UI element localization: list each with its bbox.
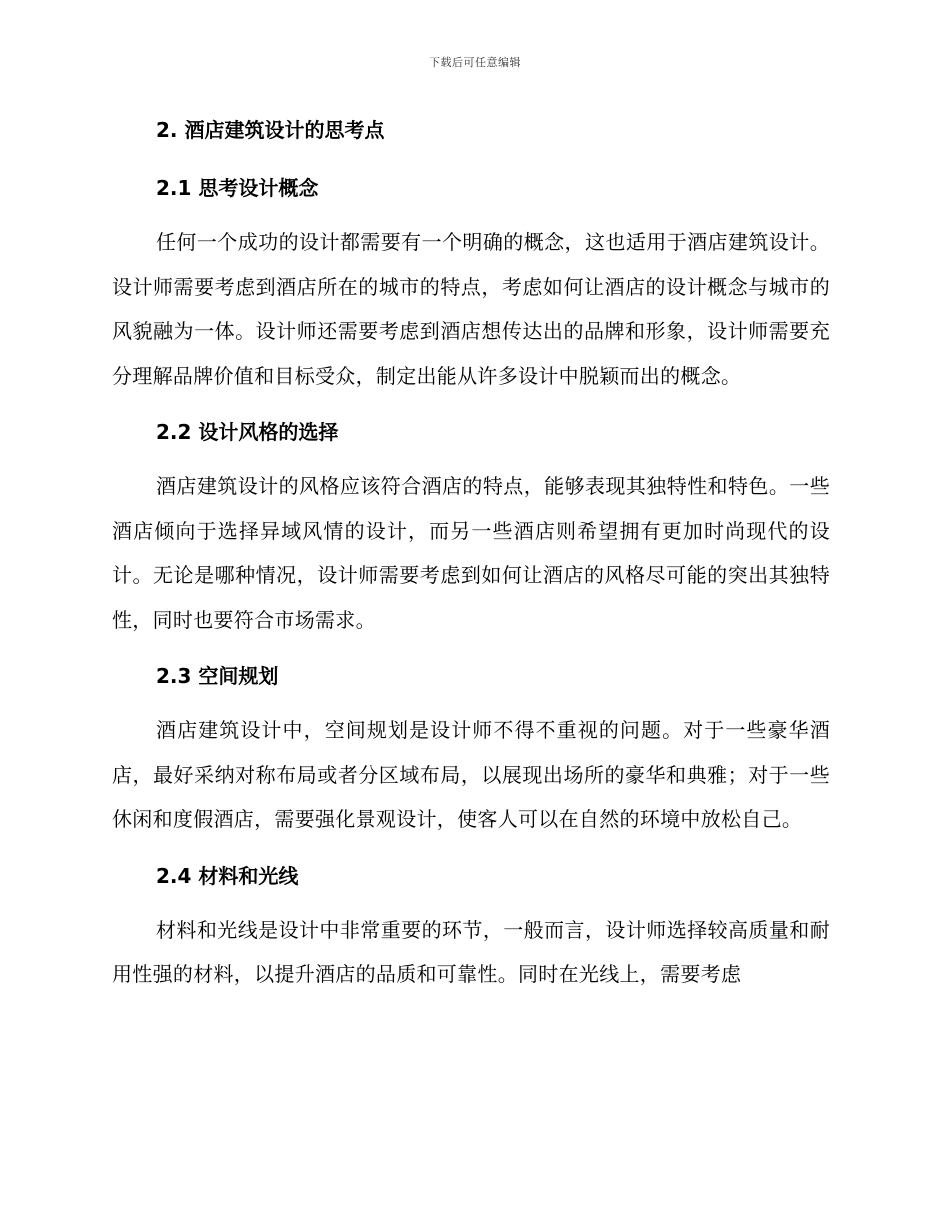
- subsection-title-2-4: 2.4 材料和光线: [156, 863, 299, 888]
- section-title: 2. 酒店建筑设计的思考点: [156, 118, 385, 142]
- subsection-title-2-3: 2.3 空间规划: [156, 664, 279, 688]
- paragraph-2-1: 任何一个成功的设计都需要有一个明确的概念，这也适用于酒店建筑设计。设计师需要考虑到酒店所在的城市的特点，考虑如何让酒店的设计概念与城市的风貌融为一体。设计师还需要考虑到酒店想传达出的品牌和形象，设计师需要充分理解品牌价值和目标受众，制定出能从许多设计中脱颖而出的概念。: [112, 230, 830, 388]
- paragraph-2-3: 酒店建筑设计中，空间规划是设计师不得不重视的问题。对于一些豪华酒店，最好采纳对称布局或者分区域布局，以展现出场所的豪华和典雅；对于一些休闲和度假酒店，需要强化景观设计，使客人可以在自然的环境中放松自己。: [112, 718, 830, 831]
- page-header-note: 下载后可任意编辑: [429, 56, 521, 69]
- paragraph-2-2: 酒店建筑设计的风格应该符合酒店的特点，能够表现其独特性和特色。一些酒店倾向于选择异域风情的设计，而另一些酒店则希望拥有更加时尚现代的设计。无论是哪种情况，设计师需要考虑到如何让酒店的风格尽可能的突出其独特性，同时也要符合市场需求。: [112, 474, 830, 632]
- paragraph-2-4: 材料和光线是设计中非常重要的环节，一般而言，设计师选择较高质量和耐用性强的材料，以提升酒店的品质和可靠性。同时在光线上，需要考虑: [112, 917, 830, 986]
- subsection-title-2-2: 2.2 设计风格的选择: [156, 420, 339, 444]
- document-content: [112, 108, 830, 1009]
- subsection-title-2-1: 2.1 思考设计概念: [156, 176, 319, 200]
